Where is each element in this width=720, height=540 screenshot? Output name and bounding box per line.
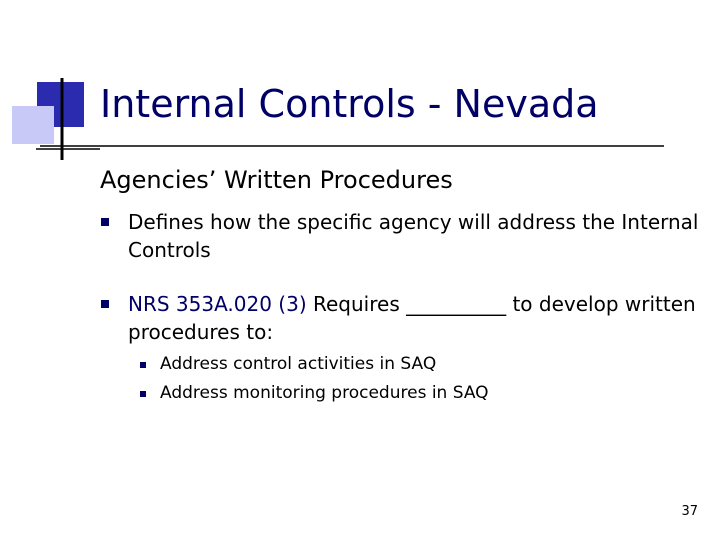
slide-content: [100, 164, 700, 408]
bullet-item: [100, 290, 700, 346]
slide-title: Internal Controls - Nevada: [100, 82, 599, 126]
bullet-square-icon: [101, 218, 109, 226]
bullet-text: Requires __________ to develop written procedures to:: [128, 292, 696, 344]
sub-bullet-text: Address control activities in SAQ: [160, 354, 437, 374]
sub-bullet-text: Address monitoring procedures in SAQ: [160, 383, 489, 403]
bullet-text: Defines how the specific agency will address the Internal Controls: [128, 210, 699, 262]
sub-bullet-square-icon: [140, 362, 146, 368]
sub-bullet-item: [134, 350, 700, 379]
sub-bullet-item: [134, 379, 700, 408]
sub-bullet-list: [134, 350, 700, 408]
sub-bullet-square-icon: [140, 391, 146, 397]
section-heading: Agencies’ Written Procedures: [100, 166, 453, 194]
bullet-item: [100, 208, 700, 264]
accent-square-light: [12, 106, 54, 144]
statute-reference: NRS 353A.020 (3): [128, 292, 307, 316]
page-number: 37: [681, 504, 698, 519]
bullet-square-icon: [101, 300, 109, 308]
